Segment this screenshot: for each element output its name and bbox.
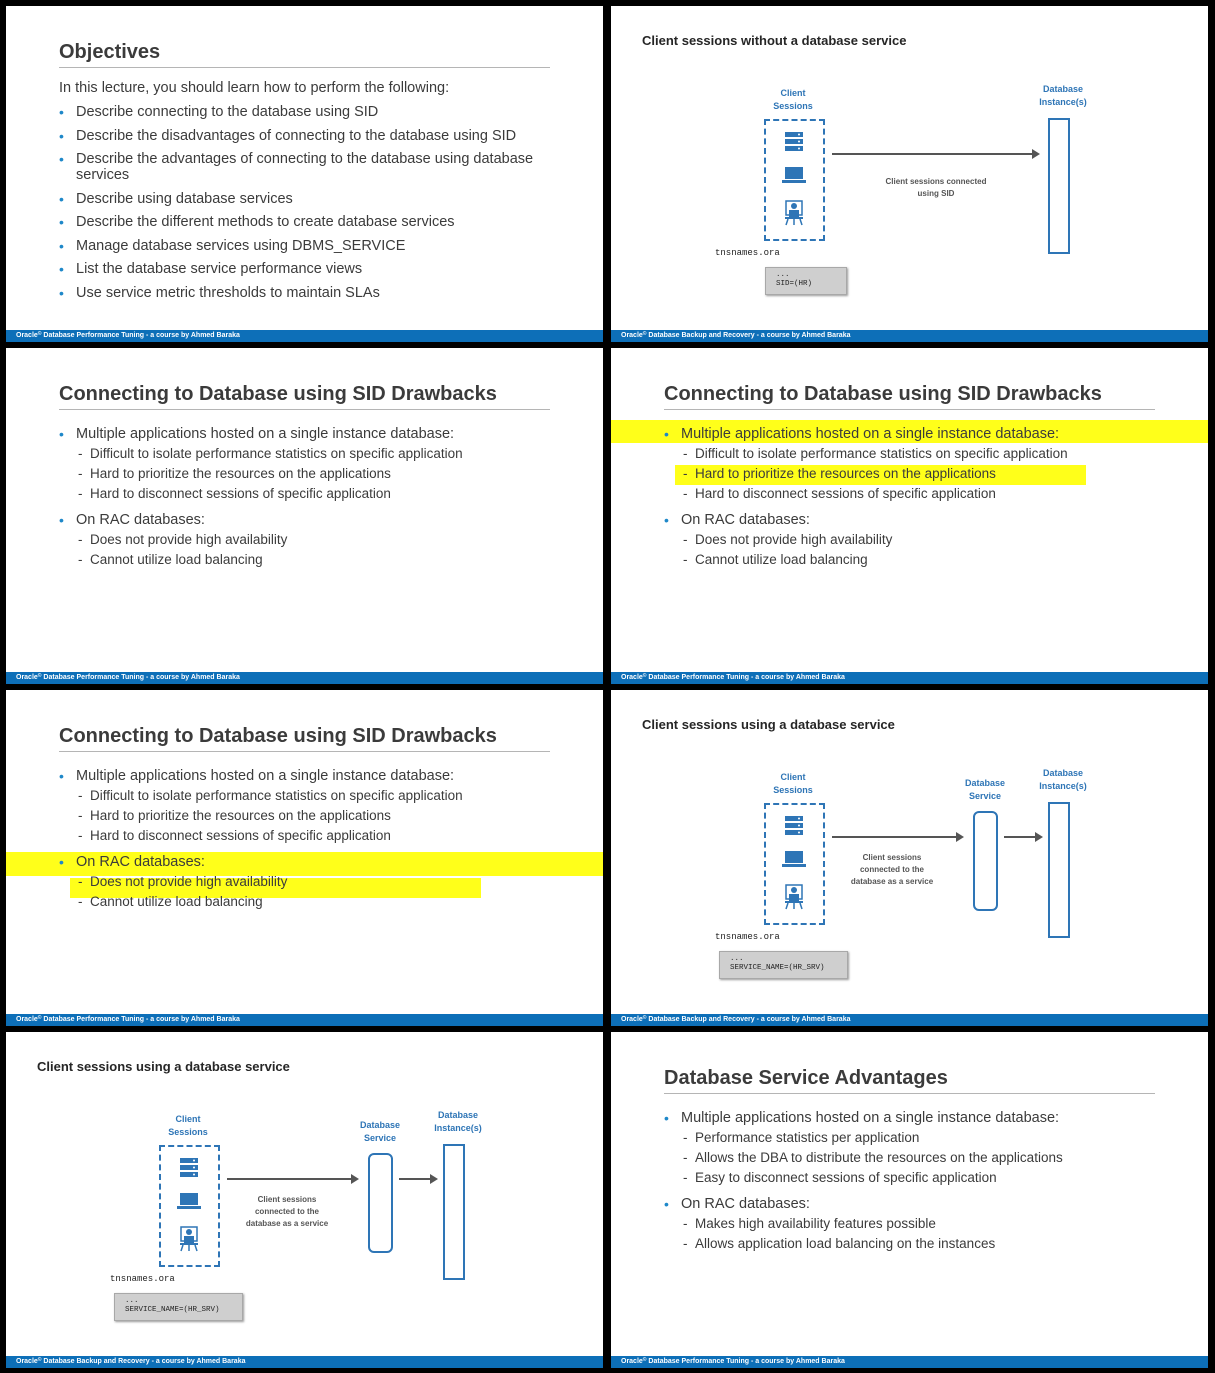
diagram-title: Client sessions using a database service xyxy=(642,717,895,732)
arrow-note: Client sessions connected to the database as a service xyxy=(850,853,934,886)
database-service-bar xyxy=(368,1153,393,1253)
service-instance-arrow xyxy=(399,1178,436,1180)
list-item: - Hard to disconnect sessions of specific application xyxy=(683,486,996,501)
service-label: Database Service xyxy=(964,778,1006,801)
slide-drawbacks-highlight-2 xyxy=(6,690,603,1026)
list-item: - Cannot utilize load balancing xyxy=(78,552,263,567)
user-desk-icon xyxy=(178,1226,200,1252)
list-item: - Does not provide high availability xyxy=(78,532,288,547)
code-snippet: ... SID=(HR) xyxy=(765,267,847,295)
slide-footer: Oracle© Database Performance Tuning - a course by Ahmed Baraka xyxy=(611,672,1208,684)
list-item: • Describe connecting to the database using SID xyxy=(59,104,379,120)
code-snippet: ... SERVICE_NAME=(HR_SRV) xyxy=(114,1293,243,1321)
list-item: • On RAC databases: xyxy=(664,512,810,528)
list-item: • On RAC databases: xyxy=(59,854,205,870)
title-divider xyxy=(664,409,1155,410)
slide-footer: Oracle© Database Performance Tuning - a course by Ahmed Baraka xyxy=(6,672,603,684)
instance-label: Database Instance(s) xyxy=(1039,84,1087,107)
list-item: - Hard to prioritize the resources on the applications xyxy=(78,466,391,481)
bullet-icon: • xyxy=(59,104,64,120)
bullet-icon: • xyxy=(664,1196,669,1212)
tnsnames-label: tnsnames.ora xyxy=(110,1274,175,1284)
bullet-icon: • xyxy=(59,214,64,230)
slide-without-service xyxy=(611,6,1208,342)
bullet-icon: • xyxy=(59,127,64,144)
bullet-icon: • xyxy=(59,512,64,528)
client-sessions-label: Client Sessions xyxy=(773,772,813,795)
intro-text: In this lecture, you should learn how to perform the following: xyxy=(59,80,450,96)
list-item: • On RAC databases: xyxy=(59,512,205,528)
list-item: - Easy to disconnect sessions of specific application xyxy=(683,1170,997,1185)
bullet-content xyxy=(664,1108,1204,1254)
client-sessions-label: Client Sessions xyxy=(773,88,813,111)
bullet-icon: • xyxy=(664,426,669,442)
instance-label: Database Instance(s) xyxy=(434,1110,482,1133)
list-item: • Describe the disadvantages of connecting to the database using SID xyxy=(59,127,517,144)
slide-advantages xyxy=(611,1032,1208,1368)
slide-title: Connecting to Database using SID Drawbacks xyxy=(664,383,1102,405)
service-instance-arrow xyxy=(1004,836,1041,838)
bullet-content xyxy=(59,424,599,570)
connection-arrow xyxy=(227,1178,357,1180)
list-item: - Hard to prioritize the resources on the applications xyxy=(78,808,391,823)
slide-with-service-copy xyxy=(6,1032,603,1368)
list-item: - Allows the DBA to distribute the resources on the applications xyxy=(683,1150,1063,1165)
bullet-icon: • xyxy=(664,512,669,528)
arrow-note: Client sessions connected using SID xyxy=(885,177,987,198)
list-item: • Multiple applications hosted on a single instance database: xyxy=(664,426,1060,442)
code-snippet: ... SERVICE_NAME=(HR_SRV) xyxy=(719,951,848,979)
list-item: - Makes high availability features possible xyxy=(683,1216,936,1231)
slide-title: Database Service Advantages xyxy=(664,1067,948,1089)
list-item: - Difficult to isolate performance statistics on specific application xyxy=(78,446,463,461)
title-divider xyxy=(59,409,550,410)
server-icon xyxy=(178,1156,200,1178)
list-item: - Hard to disconnect sessions of specific application xyxy=(78,486,391,501)
slide-title: Connecting to Database using SID Drawbacks xyxy=(59,725,497,747)
arrow-note: Client sessions connected to the database as a service xyxy=(245,1195,329,1228)
list-item: - Difficult to isolate performance statistics on specific application xyxy=(683,446,1068,461)
service-label: Database Service xyxy=(359,1120,401,1143)
instance-label: Database Instance(s) xyxy=(1039,768,1087,791)
database-service-bar xyxy=(973,811,998,911)
diagram-title: Client sessions using a database service xyxy=(37,1059,290,1074)
bullet-content xyxy=(59,766,599,912)
list-item: - Performance statistics per application xyxy=(683,1130,920,1145)
list-item: - Hard to disconnect sessions of specific application xyxy=(78,828,391,843)
list-item: • Describe the advantages of connecting to the database using database services xyxy=(59,151,534,183)
list-item: - Allows application load balancing on the instances xyxy=(683,1236,996,1251)
database-instance-bar xyxy=(1048,802,1070,938)
objectives-list xyxy=(59,104,551,308)
list-item: - Does not provide high availability xyxy=(78,874,288,889)
client-sessions-label: Client Sessions xyxy=(168,1114,208,1137)
laptop-icon xyxy=(781,165,807,185)
list-item: - Does not provide high availability xyxy=(683,532,893,547)
database-instance-bar xyxy=(1048,118,1070,254)
database-instance-bar xyxy=(443,1144,465,1280)
slide-drawbacks-highlight-1 xyxy=(611,348,1208,684)
bullet-icon: • xyxy=(59,426,64,442)
slide-footer: Oracle© Database Backup and Recovery - a course by Ahmed Baraka xyxy=(611,1014,1208,1026)
tnsnames-label: tnsnames.ora xyxy=(715,932,780,942)
list-item: • List the database service performance views xyxy=(59,261,363,277)
title-divider xyxy=(59,67,550,68)
slide-footer: Oracle© Database Performance Tuning - a course by Ahmed Baraka xyxy=(6,330,603,342)
bullet-icon: • xyxy=(59,261,64,277)
list-item: - Cannot utilize load balancing xyxy=(683,552,868,567)
list-item: • On RAC databases: xyxy=(664,1196,810,1212)
diagram-title: Client sessions without a database service xyxy=(642,33,907,48)
title-divider xyxy=(664,1093,1155,1094)
user-desk-icon xyxy=(783,200,805,226)
slide-drawbacks xyxy=(6,348,603,684)
laptop-icon xyxy=(176,1191,202,1211)
list-item: - Hard to prioritize the resources on the applications xyxy=(683,466,996,481)
bullet-icon: • xyxy=(59,284,64,301)
title-divider xyxy=(59,751,550,752)
list-item: • Multiple applications hosted on a single instance database: xyxy=(59,426,455,442)
bullet-content xyxy=(664,424,1204,570)
slide-title: Connecting to Database using SID Drawbacks xyxy=(59,383,497,405)
slide-footer: Oracle© Database Performance Tuning - a course by Ahmed Baraka xyxy=(611,1356,1208,1368)
connection-arrow xyxy=(832,153,1038,155)
list-item: • Manage database services using DBMS_SERVICE xyxy=(59,237,406,254)
server-icon xyxy=(783,814,805,836)
bullet-icon: • xyxy=(59,237,64,254)
slide-footer: Oracle© Database Performance Tuning - a course by Ahmed Baraka xyxy=(6,1014,603,1026)
list-item: - Difficult to isolate performance statistics on specific application xyxy=(78,788,463,803)
laptop-icon xyxy=(781,849,807,869)
slide-footer: Oracle© Database Backup and Recovery - a course by Ahmed Baraka xyxy=(6,1356,603,1368)
list-item: - Cannot utilize load balancing xyxy=(78,894,263,909)
bullet-icon: • xyxy=(664,1110,669,1126)
bullet-icon: • xyxy=(59,151,64,167)
connection-arrow xyxy=(832,836,962,838)
list-item: • Describe using database services xyxy=(59,190,293,207)
list-item: • Multiple applications hosted on a single instance database: xyxy=(664,1110,1060,1126)
bullet-icon: • xyxy=(59,768,64,784)
tnsnames-label: tnsnames.ora xyxy=(715,248,780,258)
server-icon xyxy=(783,130,805,152)
list-item: • Describe the different methods to create database services xyxy=(59,214,455,230)
bullet-icon: • xyxy=(59,190,64,207)
bullet-icon: • xyxy=(59,854,64,870)
slide-with-service xyxy=(611,690,1208,1026)
user-desk-icon xyxy=(783,884,805,910)
list-item: • Multiple applications hosted on a single instance database: xyxy=(59,768,455,784)
list-item: • Use service metric thresholds to maintain SLAs xyxy=(59,284,380,301)
slide-footer: Oracle© Database Backup and Recovery - a course by Ahmed Baraka xyxy=(611,330,1208,342)
slide-title: Objectives xyxy=(59,41,161,63)
slide-objectives xyxy=(6,6,603,342)
